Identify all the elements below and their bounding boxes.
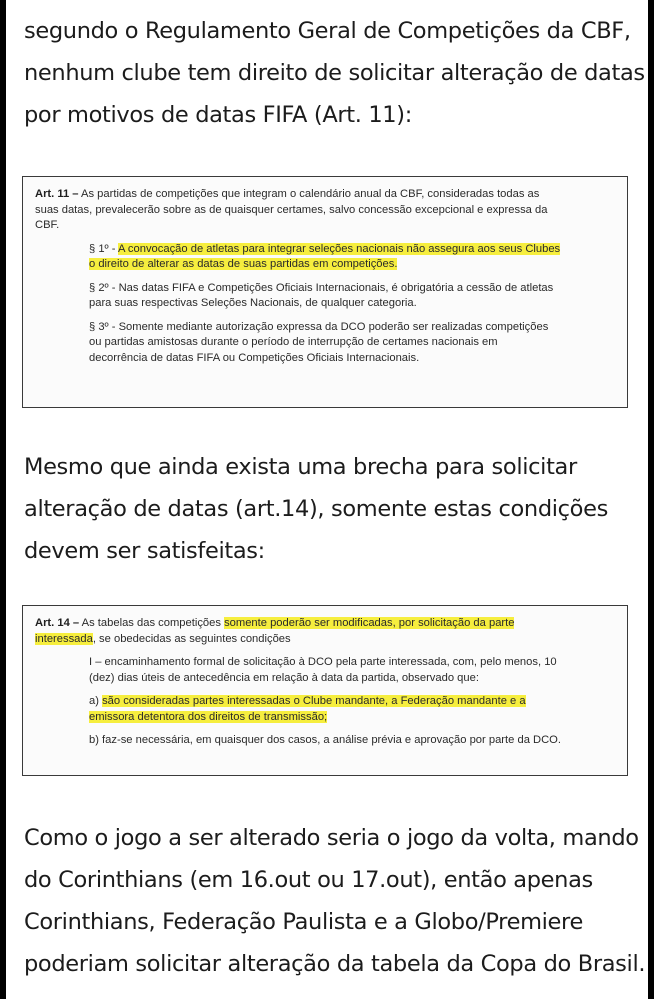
art11-line: CBF. <box>35 219 60 231</box>
art11-paragraph-2: § 2º - Nas datas FIFA e Competições Oficiais Internacionais, é obrigatória a cessão de atletas para suas respectivas Seleções Nacionais, de qualquer categoria. <box>89 281 554 309</box>
art11-paragraph-3: § 3º - Somente mediante autorização expressa da DCO poderão ser realizadas competições ou partidas amistosas durante o período de interrupção de certames nacionais em decorrência de datas FIFA ou Competições Oficiais Internacionais. <box>89 320 549 364</box>
art11-line: suas datas, prevalecerão sobre as de quaisquer certames, salvo concessão excepcional e expressa da <box>35 203 548 216</box>
art14-line: Art. 14 – As tabelas das competições somente poderão ser modificadas, por solicitação da parte <box>35 617 515 629</box>
art14-item-a: a) são consideradas partes interessadas o Clube mandante, a Federação mandante e a emissora detentora dos direitos de transmissão; <box>89 695 526 723</box>
middle-paragraph <box>24 446 636 572</box>
middle-line: alteração de datas (art.14), somente estas condições <box>24 496 608 522</box>
conclusion-line: Como o jogo a ser alterado seria o jogo da volta, mando <box>24 825 639 851</box>
highlight: são consideradas partes interessadas o Clube mandante, a Federação mandante e a <box>102 695 526 707</box>
middle-line: Mesmo que ainda exista uma brecha para solicitar <box>24 454 577 480</box>
art14-heading: Art. 14 – <box>35 617 80 629</box>
conclusion-line: do Corinthians (em 16.out ou 17.out), então apenas <box>24 867 593 893</box>
art14-excerpt <box>22 605 628 776</box>
intro-paragraph <box>24 10 645 136</box>
conclusion-line: poderiam solicitar alteração da tabela da Copa do Brasil. <box>24 951 646 977</box>
highlight: interessada <box>35 632 93 645</box>
intro-line: segundo o Regulamento Geral de Competições da CBF, <box>24 18 631 44</box>
intro-line: por motivos de datas FIFA (Art. 11): <box>24 102 412 128</box>
art14-item-i: I – encaminhamento formal de solicitação à DCO pela parte interessada, com, pelo menos, 10 (dez) dias úteis de antecedência em relação à data da partida, observado que: <box>89 656 557 684</box>
conclusion-paragraph <box>24 817 646 985</box>
highlight: emissora detentora dos direitos de transmissão; <box>89 710 328 723</box>
art11-paragraph-1: § 1º - A convocação de atletas para integrar seleções nacionais não assegura aos seus Clubes o direito de alterar as datas de suas partidas em competições. <box>89 242 561 270</box>
art14-item-b: b) faz-se necessária, em quaisquer dos casos, a análise prévia e aprovação por parte da DCO. <box>89 734 561 746</box>
art11-line: Art. 11 – As partidas de competições que integram o calendário anual da CBF, consideradas todas as <box>35 188 540 200</box>
middle-line: devem ser satisfeitas: <box>24 538 265 564</box>
post-image <box>6 0 648 999</box>
art14-line: interessada, se obedecidas as seguintes condições <box>35 632 291 645</box>
art11-excerpt <box>22 176 628 408</box>
highlight: A convocação de atletas para integrar seleções nacionais não assegura aos seus Clubes <box>117 242 561 255</box>
highlight: somente poderão ser modificadas, por solicitação da parte <box>224 617 515 629</box>
highlight: o direito de alterar as datas de suas partidas em competições. <box>89 258 398 270</box>
conclusion-line: Corinthians, Federação Paulista e a Globo/Premiere <box>24 909 583 935</box>
intro-line: nenhum clube tem direito de solicitar alteração de datas <box>24 60 645 86</box>
art11-heading: Art. 11 – <box>35 188 79 200</box>
